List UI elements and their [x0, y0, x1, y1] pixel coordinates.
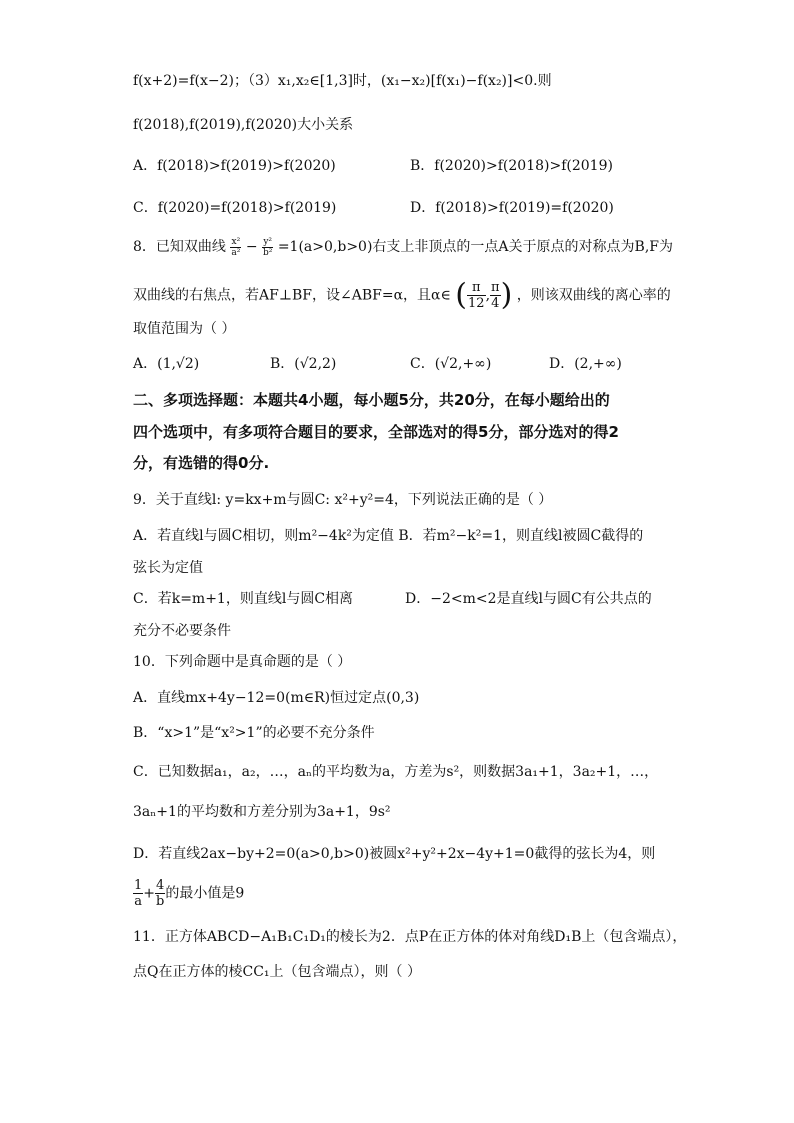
q11-line2: 点Q在正方体的棱CC₁上（包含端点），则（ ） — [133, 964, 421, 980]
q8-option-d: D．(2,+∞) — [549, 356, 622, 372]
q8-frac-pi12: $\frac{\pi}{12}$ — [468, 280, 485, 311]
q7-line2: f(2018),f(2019),f(2020)大小关系 — [133, 117, 354, 133]
q7-option-b: B．f(2020)>f(2018)>f(2019) — [410, 158, 613, 174]
q10-option-c1: C．已知数据a₁，a₂，…，aₙ的平均数为a，方差为s²，则数据3a₁+1，3a₂+1，…， — [133, 764, 659, 780]
q10-frac-1a: $\frac{1}{a}$ — [134, 878, 143, 909]
q8-frac-pi4: $\frac{\pi}{4}$ — [491, 280, 500, 311]
q10-option-a: A．直线mx+4y−12=0(m∈R)恒过定点(0,3) — [133, 690, 420, 706]
q7-option-a: A．f(2018)>f(2019)>f(2020) — [133, 158, 336, 174]
q10-option-d2-rest: 的最小值是9 — [165, 885, 245, 902]
q8-line2-b: ，则该双曲线的离心率的 — [516, 287, 671, 304]
q10-frac-4b: $\frac{4}{b}$ — [156, 878, 165, 909]
q9-stem: 9．关于直线l: y=kx+m与圆C: x²+y²=4，下列说法正确的是（ ） — [133, 492, 553, 508]
section2-line1: 二、多项选择题：本题共4小题，每小题5分，共20分，在每小题给出的 — [133, 391, 610, 409]
q8-line1: 8．已知双曲线 $\frac{\text{x²}}{\text{a²}}$ − $\frac{\text{y²}}{\text{b²}}$ =1(a>0,b>0)右支上非顶点的一点A关于原点的对称点为B,F为 — [133, 236, 673, 258]
q9-option-ab-cont: 弦长为定值 — [133, 560, 203, 576]
section2-line2: 四个选项中，有多项符合题目的要求，全部选对的得5分，部分选对的得2 — [133, 423, 619, 441]
q8-prefix: 8．已知双曲线 — [133, 239, 226, 255]
q8-frac-y: $\frac{\text{y²}}{\text{b²}}$ — [263, 236, 273, 258]
q7-option-c: C．f(2020)=f(2018)>f(2019) — [133, 200, 337, 216]
q10-option-d1: D．若直线2ax−by+2=0(a>0,b>0)被圆x²+y²+2x−4y+1=0截得的弦长为4，则 — [133, 846, 656, 862]
q9-option-d: D．−2<m<2是直线l与圆C有公共点的 — [405, 591, 652, 607]
q9-option-d-cont: 充分不必要条件 — [133, 623, 231, 639]
q8-option-c: C．(√2,+∞) — [410, 356, 492, 372]
q8-option-b: B．(√2,2) — [270, 356, 337, 372]
q8-frac-x: $\frac{\text{x²}}{\text{a²}}$ — [231, 236, 241, 258]
q9-option-c: C．若k=m+1，则直线l与圆C相离 — [133, 591, 354, 607]
q9-option-ab: A．若直线l与圆C相切，则m²−4k²为定值 B．若m²−k²=1，则直线l被圆C截得的 — [133, 528, 644, 544]
q7-line1: f(x+2)=f(x−2)；（3）x₁,x₂∈[1,3]时，(x₁−x₂)[f(x₁)−f(x₂)]<0.则 — [133, 73, 552, 89]
q8-option-a: A．(1,√2) — [133, 356, 200, 372]
q8-eq-rest: =1(a>0,b>0)右支上非顶点的一点A关于原点的对称点为B,F为 — [277, 239, 673, 255]
q8-line2: 双曲线的右焦点，若AF⊥BF，设∠ABF=α，且α∈ ( $\frac{\pi}{12}$ , $\frac{\pi}{4}$ ) ，则该双曲线的离心率的 — [133, 277, 671, 313]
q10-option-c2: 3aₙ+1的平均数和方差分别为3a+1，9s² — [133, 804, 391, 820]
q11-line1: 11．正方体ABCD−A₁B₁C₁D₁的棱长为2．点P在正方体的体对角线D₁B上（包含端点）， — [133, 929, 687, 945]
q7-option-d: D．f(2018)>f(2019)=f(2020) — [410, 200, 614, 216]
section2-line3: 分，有选错的得0分. — [133, 454, 270, 472]
q10-option-d2: $\frac{1}{a}$ + $\frac{4}{b}$ 的最小值是9 — [134, 878, 245, 909]
q10-option-b: B．“x>1”是“x²>1”的必要不充分条件 — [133, 725, 375, 741]
q10-stem: 10．下列命题中是真命题的是（ ） — [133, 654, 352, 670]
q8-line2-a: 双曲线的右焦点，若AF⊥BF，设∠ABF=α，且α∈ — [133, 287, 451, 304]
q8-line3: 取值范围为（ ） — [133, 321, 236, 337]
